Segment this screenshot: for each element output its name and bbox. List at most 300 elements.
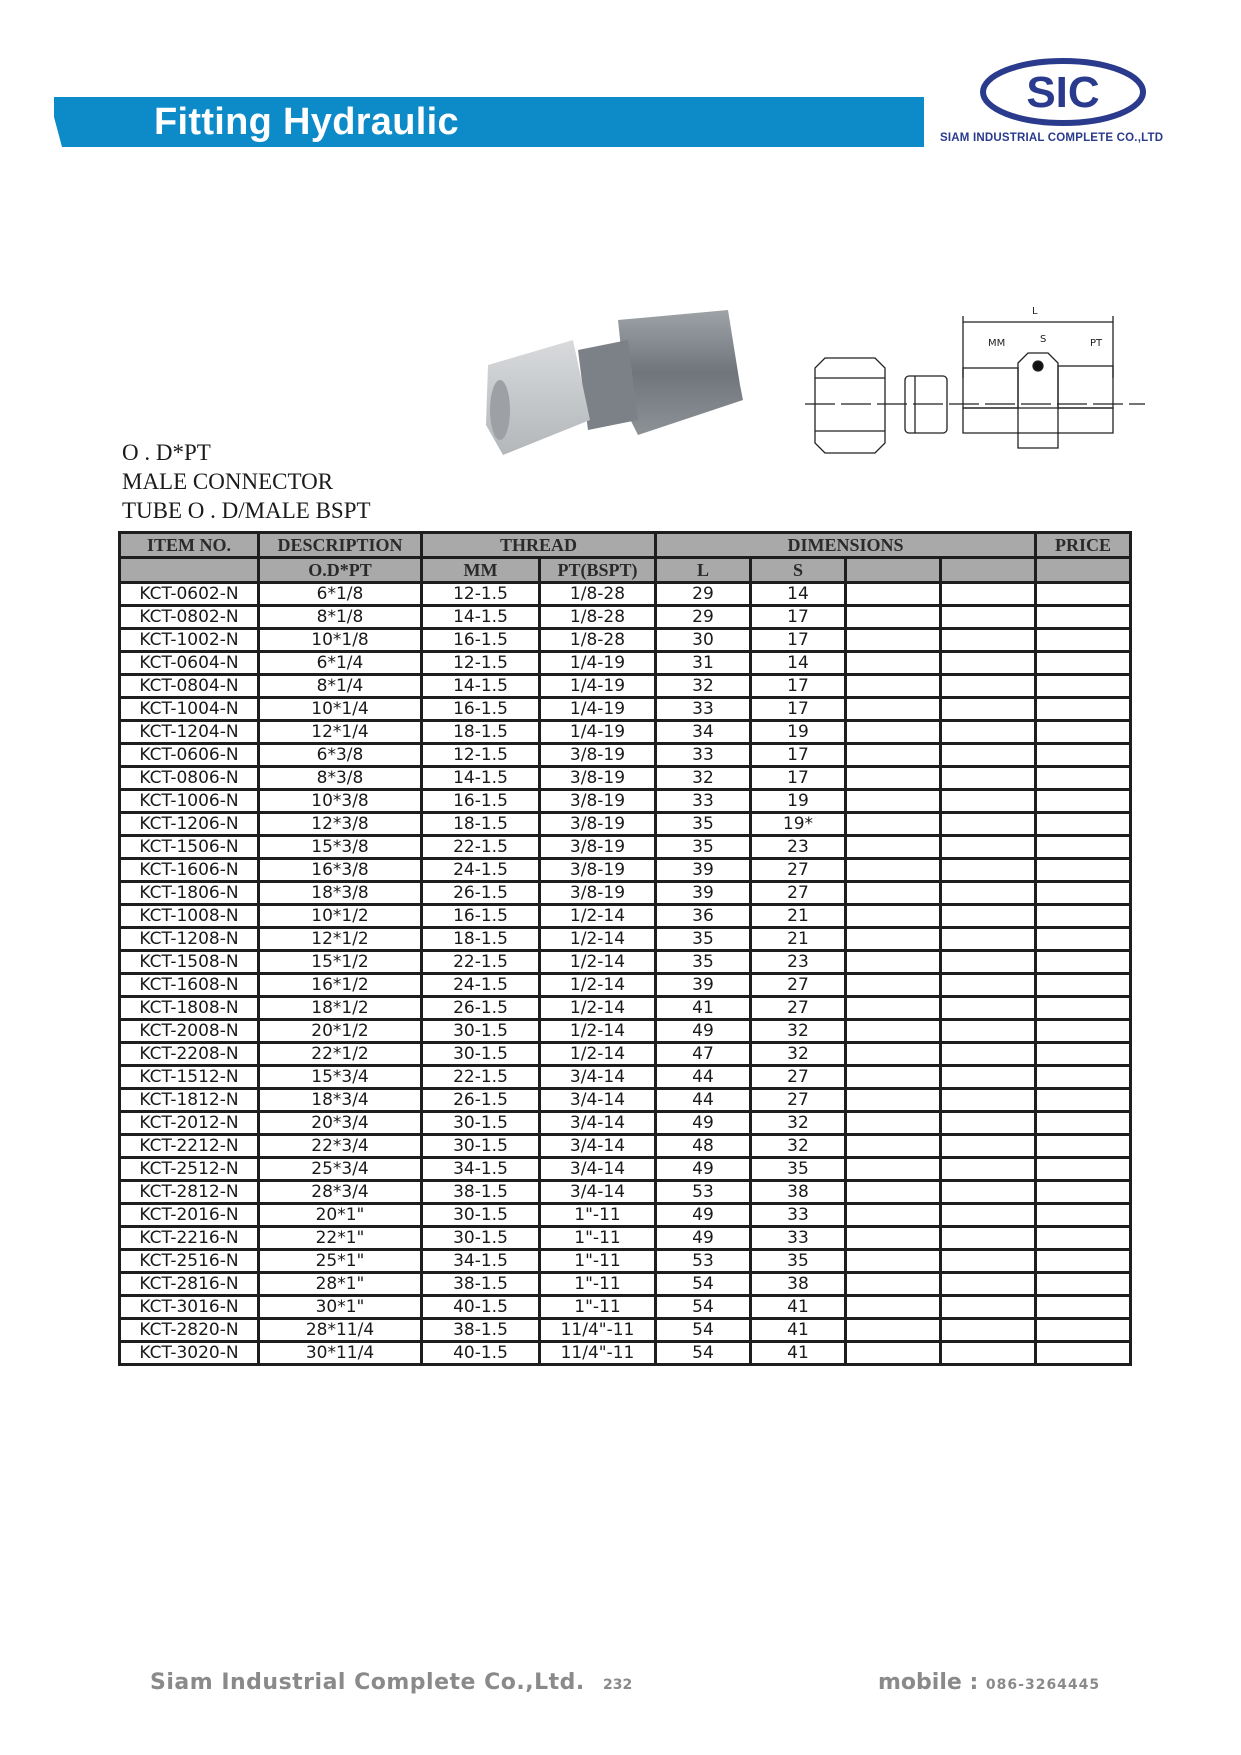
cell-dim-4: [941, 974, 1036, 997]
cell-thread-mm: 22-1.5: [422, 836, 540, 859]
cell-dim-s: 32: [751, 1135, 846, 1158]
cell-thread-mm: 40-1.5: [422, 1342, 540, 1365]
cell-thread-pt: 1/8-28: [540, 606, 656, 629]
cell-dim-3: [846, 836, 941, 859]
cell-dim-s: 17: [751, 675, 846, 698]
cell-thread-pt: 1/4-19: [540, 652, 656, 675]
cell-dim-4: [941, 1204, 1036, 1227]
cell-thread-pt: 3/4-14: [540, 1181, 656, 1204]
cell-thread-mm: 30-1.5: [422, 1204, 540, 1227]
cell-price: [1036, 1319, 1131, 1342]
cell-od-pt: 12*1/4: [259, 721, 422, 744]
cell-price: [1036, 629, 1131, 652]
cell-dim-l: 32: [656, 675, 751, 698]
subheader-s: S: [751, 558, 846, 583]
technical-drawing: [800, 298, 1160, 458]
cell-thread-pt: 3/4-14: [540, 1112, 656, 1135]
cell-dim-s: 27: [751, 859, 846, 882]
cell-item-no: KCT-0604-N: [120, 652, 259, 675]
label-s: S: [1040, 334, 1047, 345]
cell-dim-3: [846, 974, 941, 997]
label-l: L: [1032, 306, 1038, 317]
cell-dim-l: 49: [656, 1158, 751, 1181]
cell-thread-mm: 18-1.5: [422, 721, 540, 744]
cell-dim-4: [941, 744, 1036, 767]
cell-thread-pt: 1/2-14: [540, 951, 656, 974]
cell-thread-mm: 18-1.5: [422, 813, 540, 836]
cell-dim-l: 54: [656, 1296, 751, 1319]
cell-dim-3: [846, 1158, 941, 1181]
cell-price: [1036, 997, 1131, 1020]
cell-dim-s: 17: [751, 767, 846, 790]
cell-od-pt: 8*3/8: [259, 767, 422, 790]
cell-thread-pt: 3/8-19: [540, 790, 656, 813]
cell-price: [1036, 836, 1131, 859]
cell-dim-s: 32: [751, 1043, 846, 1066]
cell-thread-mm: 16-1.5: [422, 629, 540, 652]
cell-od-pt: 10*3/8: [259, 790, 422, 813]
cell-thread-pt: 1"-11: [540, 1227, 656, 1250]
cell-dim-l: 35: [656, 951, 751, 974]
cell-dim-l: 48: [656, 1135, 751, 1158]
cell-dim-s: 35: [751, 1250, 846, 1273]
cell-thread-pt: 1/8-28: [540, 583, 656, 606]
cell-dim-l: 33: [656, 790, 751, 813]
table-row: [120, 698, 1131, 721]
cell-od-pt: 22*1/2: [259, 1043, 422, 1066]
nut-outline: [815, 358, 885, 453]
cell-dim-3: [846, 767, 941, 790]
cell-price: [1036, 744, 1131, 767]
cell-item-no: KCT-1508-N: [120, 951, 259, 974]
cell-dim-4: [941, 606, 1036, 629]
label-mm: MM: [988, 338, 1006, 349]
cell-item-no: KCT-2016-N: [120, 1204, 259, 1227]
header-item-no: ITEM NO.: [120, 533, 259, 558]
subheader-price: [1036, 558, 1131, 583]
cell-od-pt: 6*3/8: [259, 744, 422, 767]
cell-dim-4: [941, 675, 1036, 698]
cell-item-no: KCT-1608-N: [120, 974, 259, 997]
product-title-line: TUBE O . D/MALE BSPT: [122, 498, 371, 523]
cell-item-no: KCT-1208-N: [120, 928, 259, 951]
cell-dim-3: [846, 675, 941, 698]
product-titles: [122, 438, 371, 525]
cell-price: [1036, 1342, 1131, 1365]
cell-price: [1036, 1227, 1131, 1250]
cell-price: [1036, 767, 1131, 790]
cell-thread-mm: 22-1.5: [422, 951, 540, 974]
cell-od-pt: 6*1/8: [259, 583, 422, 606]
table-row: [120, 859, 1131, 882]
cell-od-pt: 10*1/4: [259, 698, 422, 721]
cell-dim-s: 14: [751, 652, 846, 675]
cell-thread-pt: 3/8-19: [540, 836, 656, 859]
cell-dim-4: [941, 698, 1036, 721]
cell-dim-3: [846, 1043, 941, 1066]
cell-price: [1036, 675, 1131, 698]
cell-price: [1036, 1066, 1131, 1089]
header-row-sub: [120, 558, 1131, 583]
cell-od-pt: 28*3/4: [259, 1181, 422, 1204]
cell-dim-s: 33: [751, 1204, 846, 1227]
cell-thread-pt: 3/8-19: [540, 859, 656, 882]
footer-mobile: [878, 1670, 1100, 1695]
cell-item-no: KCT-1006-N: [120, 790, 259, 813]
table-row: [120, 1250, 1131, 1273]
subheader-item-no: [120, 558, 259, 583]
cell-dim-3: [846, 1250, 941, 1273]
cell-price: [1036, 951, 1131, 974]
cell-dim-s: 33: [751, 1227, 846, 1250]
cell-dim-4: [941, 905, 1036, 928]
cell-dim-s: 32: [751, 1112, 846, 1135]
cell-dim-3: [846, 606, 941, 629]
cell-od-pt: 15*3/8: [259, 836, 422, 859]
cell-dim-s: 27: [751, 997, 846, 1020]
cell-price: [1036, 1089, 1131, 1112]
cell-dim-s: 19: [751, 790, 846, 813]
cell-thread-mm: 38-1.5: [422, 1273, 540, 1296]
spec-table: [118, 531, 1132, 1366]
sic-logo: [978, 57, 1148, 127]
cell-thread-pt: 1/4-19: [540, 675, 656, 698]
cell-item-no: KCT-1002-N: [120, 629, 259, 652]
cell-dim-l: 29: [656, 583, 751, 606]
cell-price: [1036, 721, 1131, 744]
cell-thread-mm: 26-1.5: [422, 1089, 540, 1112]
table-row: [120, 1181, 1131, 1204]
table-row: [120, 905, 1131, 928]
cell-item-no: KCT-1206-N: [120, 813, 259, 836]
cell-price: [1036, 583, 1131, 606]
cell-price: [1036, 698, 1131, 721]
table-row: [120, 928, 1131, 951]
cell-dim-s: 35: [751, 1158, 846, 1181]
product-title-line: MALE CONNECTOR: [122, 469, 334, 494]
cell-thread-mm: 30-1.5: [422, 1135, 540, 1158]
cell-dim-3: [846, 1227, 941, 1250]
cell-thread-mm: 34-1.5: [422, 1250, 540, 1273]
cell-dim-l: 41: [656, 997, 751, 1020]
cell-dim-l: 54: [656, 1342, 751, 1365]
cell-dim-3: [846, 1089, 941, 1112]
cell-thread-mm: 24-1.5: [422, 859, 540, 882]
table-row: [120, 583, 1131, 606]
cell-thread-pt: 1"-11: [540, 1273, 656, 1296]
table-row: [120, 974, 1131, 997]
cell-thread-mm: 40-1.5: [422, 1296, 540, 1319]
footer-company: Siam Industrial Complete Co.,Ltd.: [150, 1670, 585, 1695]
cell-thread-mm: 34-1.5: [422, 1158, 540, 1181]
cell-thread-mm: 22-1.5: [422, 1066, 540, 1089]
logo-text: SIC: [1026, 68, 1100, 117]
cell-item-no: KCT-1204-N: [120, 721, 259, 744]
cell-dim-4: [941, 1066, 1036, 1089]
cell-thread-pt: 11/4"-11: [540, 1319, 656, 1342]
cell-thread-pt: 1"-11: [540, 1250, 656, 1273]
cell-dim-l: 49: [656, 1020, 751, 1043]
cell-dim-4: [941, 1112, 1036, 1135]
label-pt: PT: [1090, 338, 1103, 349]
cell-thread-mm: 12-1.5: [422, 744, 540, 767]
cell-price: [1036, 1112, 1131, 1135]
cell-price: [1036, 1158, 1131, 1181]
cell-od-pt: 25*1": [259, 1250, 422, 1273]
cell-dim-s: 19: [751, 721, 846, 744]
cell-item-no: KCT-2816-N: [120, 1273, 259, 1296]
cell-dim-4: [941, 813, 1036, 836]
table-row: [120, 629, 1131, 652]
cell-thread-mm: 14-1.5: [422, 606, 540, 629]
table-row: [120, 1227, 1131, 1250]
cell-dim-3: [846, 721, 941, 744]
cell-dim-l: 49: [656, 1204, 751, 1227]
cell-dim-s: 17: [751, 744, 846, 767]
table-row: [120, 1089, 1131, 1112]
cell-od-pt: 8*1/4: [259, 675, 422, 698]
cell-thread-mm: 38-1.5: [422, 1181, 540, 1204]
cell-od-pt: 28*11/4: [259, 1319, 422, 1342]
cell-item-no: KCT-2212-N: [120, 1135, 259, 1158]
cell-dim-l: 35: [656, 813, 751, 836]
cell-dim-3: [846, 928, 941, 951]
cell-dim-l: 39: [656, 882, 751, 905]
header-dimensions: DIMENSIONS: [656, 533, 1036, 558]
cell-item-no: KCT-3016-N: [120, 1296, 259, 1319]
cell-price: [1036, 1204, 1131, 1227]
cell-item-no: KCT-2516-N: [120, 1250, 259, 1273]
cell-dim-s: 27: [751, 1066, 846, 1089]
cell-price: [1036, 1043, 1131, 1066]
cell-dim-4: [941, 1296, 1036, 1319]
table-row: [120, 1066, 1131, 1089]
cell-item-no: KCT-2512-N: [120, 1158, 259, 1181]
cell-thread-mm: 30-1.5: [422, 1112, 540, 1135]
cell-price: [1036, 1296, 1131, 1319]
mm-thread: [963, 368, 1018, 408]
cell-dim-4: [941, 721, 1036, 744]
cell-dim-s: 21: [751, 928, 846, 951]
table-row: [120, 675, 1131, 698]
cell-item-no: KCT-1808-N: [120, 997, 259, 1020]
cell-thread-pt: 3/4-14: [540, 1089, 656, 1112]
cell-price: [1036, 905, 1131, 928]
cell-dim-4: [941, 767, 1036, 790]
cell-dim-s: 23: [751, 951, 846, 974]
cell-thread-pt: 1/8-28: [540, 629, 656, 652]
cell-od-pt: 6*1/4: [259, 652, 422, 675]
header-description: DESCRIPTION: [259, 533, 422, 558]
cell-thread-mm: 14-1.5: [422, 767, 540, 790]
product-photo: [478, 305, 748, 465]
cell-dim-4: [941, 997, 1036, 1020]
cell-dim-l: 34: [656, 721, 751, 744]
cell-dim-4: [941, 1319, 1036, 1342]
header-row-groups: [120, 533, 1131, 558]
cell-od-pt: 25*3/4: [259, 1158, 422, 1181]
cell-item-no: KCT-2812-N: [120, 1181, 259, 1204]
cell-dim-s: 32: [751, 1020, 846, 1043]
cell-dim-3: [846, 813, 941, 836]
cell-dim-3: [846, 698, 941, 721]
cell-dim-3: [846, 1273, 941, 1296]
table-row: [120, 1043, 1131, 1066]
cell-price: [1036, 974, 1131, 997]
cell-thread-mm: 26-1.5: [422, 882, 540, 905]
company-tagline: SIAM INDUSTRIAL COMPLETE CO.,LTD: [940, 132, 1164, 144]
cell-dim-3: [846, 790, 941, 813]
cell-price: [1036, 1020, 1131, 1043]
cell-thread-mm: 30-1.5: [422, 1227, 540, 1250]
cell-dim-s: 41: [751, 1342, 846, 1365]
cell-thread-pt: 1/2-14: [540, 997, 656, 1020]
cell-price: [1036, 790, 1131, 813]
cell-od-pt: 10*1/2: [259, 905, 422, 928]
table-row: [120, 813, 1131, 836]
cell-dim-4: [941, 1181, 1036, 1204]
cell-dim-4: [941, 583, 1036, 606]
table-row: [120, 1158, 1131, 1181]
cell-price: [1036, 882, 1131, 905]
cell-thread-pt: 1/2-14: [540, 974, 656, 997]
table-row: [120, 836, 1131, 859]
cell-thread-mm: 30-1.5: [422, 1043, 540, 1066]
cell-od-pt: 20*1/2: [259, 1020, 422, 1043]
cell-price: [1036, 1135, 1131, 1158]
table-row: [120, 1319, 1131, 1342]
cell-dim-l: 30: [656, 629, 751, 652]
cell-dim-4: [941, 1020, 1036, 1043]
cell-od-pt: 18*1/2: [259, 997, 422, 1020]
cell-dim-s: 27: [751, 974, 846, 997]
cell-dim-l: 39: [656, 859, 751, 882]
cell-od-pt: 15*3/4: [259, 1066, 422, 1089]
table-row: [120, 1273, 1131, 1296]
cell-dim-l: 53: [656, 1181, 751, 1204]
cell-od-pt: 10*1/8: [259, 629, 422, 652]
table-row: [120, 606, 1131, 629]
cell-dim-4: [941, 1273, 1036, 1296]
cell-dim-l: 39: [656, 974, 751, 997]
cell-dim-3: [846, 1066, 941, 1089]
cell-price: [1036, 1181, 1131, 1204]
cell-thread-mm: 18-1.5: [422, 928, 540, 951]
cell-thread-mm: 12-1.5: [422, 583, 540, 606]
cell-price: [1036, 813, 1131, 836]
table-row: [120, 882, 1131, 905]
table-row: [120, 997, 1131, 1020]
table-row: [120, 744, 1131, 767]
cell-thread-pt: 3/8-19: [540, 882, 656, 905]
cell-thread-pt: 1/4-19: [540, 698, 656, 721]
cell-thread-mm: 30-1.5: [422, 1020, 540, 1043]
cell-dim-3: [846, 1204, 941, 1227]
cell-dim-3: [846, 744, 941, 767]
cell-thread-pt: 3/8-19: [540, 767, 656, 790]
cell-item-no: KCT-0806-N: [120, 767, 259, 790]
cell-od-pt: 12*3/8: [259, 813, 422, 836]
table-row: [120, 1020, 1131, 1043]
table-row: [120, 1342, 1131, 1365]
cell-dim-4: [941, 790, 1036, 813]
cell-dim-3: [846, 882, 941, 905]
product-title-line: O . D*PT: [122, 440, 211, 465]
cell-thread-pt: 3/4-14: [540, 1066, 656, 1089]
cell-dim-3: [846, 629, 941, 652]
cell-dim-s: 23: [751, 836, 846, 859]
cell-dim-4: [941, 928, 1036, 951]
cell-thread-pt: 3/8-19: [540, 813, 656, 836]
cell-dim-4: [941, 1135, 1036, 1158]
cell-item-no: KCT-1812-N: [120, 1089, 259, 1112]
pt-thread: [1058, 366, 1113, 408]
cell-dim-l: 44: [656, 1066, 751, 1089]
cell-od-pt: 15*1/2: [259, 951, 422, 974]
cell-dim-s: 21: [751, 905, 846, 928]
cell-dim-l: 35: [656, 928, 751, 951]
cell-thread-pt: 3/4-14: [540, 1135, 656, 1158]
table-row: [120, 767, 1131, 790]
cell-dim-l: 44: [656, 1089, 751, 1112]
cell-thread-mm: 24-1.5: [422, 974, 540, 997]
cell-dim-4: [941, 836, 1036, 859]
cell-dim-s: 38: [751, 1181, 846, 1204]
cell-item-no: KCT-1512-N: [120, 1066, 259, 1089]
cell-item-no: KCT-2208-N: [120, 1043, 259, 1066]
cell-dim-s: 27: [751, 882, 846, 905]
cell-dim-3: [846, 1135, 941, 1158]
cell-od-pt: 30*11/4: [259, 1342, 422, 1365]
cell-price: [1036, 1250, 1131, 1273]
cell-dim-s: 19*: [751, 813, 846, 836]
cell-item-no: KCT-0602-N: [120, 583, 259, 606]
table-row: [120, 652, 1131, 675]
cell-dim-4: [941, 1089, 1036, 1112]
cell-dim-l: 47: [656, 1043, 751, 1066]
cell-dim-l: 53: [656, 1250, 751, 1273]
cell-thread-pt: 11/4"-11: [540, 1342, 656, 1365]
cell-dim-4: [941, 882, 1036, 905]
cell-od-pt: 12*1/2: [259, 928, 422, 951]
cell-item-no: KCT-2216-N: [120, 1227, 259, 1250]
cell-dim-l: 49: [656, 1112, 751, 1135]
table-row: [120, 951, 1131, 974]
cell-dim-l: 36: [656, 905, 751, 928]
cell-od-pt: 28*1": [259, 1273, 422, 1296]
cell-thread-pt: 1"-11: [540, 1204, 656, 1227]
cell-thread-mm: 16-1.5: [422, 790, 540, 813]
cell-dim-3: [846, 1112, 941, 1135]
cell-item-no: KCT-0802-N: [120, 606, 259, 629]
nut-bore: [490, 380, 510, 440]
cell-dim-4: [941, 1342, 1036, 1365]
subheader-od-pt: O.D*PT: [259, 558, 422, 583]
cell-dim-3: [846, 1342, 941, 1365]
cell-item-no: KCT-1506-N: [120, 836, 259, 859]
cell-dim-4: [941, 652, 1036, 675]
subheader-dim4: [941, 558, 1036, 583]
cell-dim-4: [941, 1158, 1036, 1181]
cell-dim-l: 54: [656, 1273, 751, 1296]
cell-item-no: KCT-0606-N: [120, 744, 259, 767]
cell-dim-3: [846, 583, 941, 606]
cell-price: [1036, 928, 1131, 951]
cell-dim-l: 33: [656, 744, 751, 767]
subheader-pt-bspt: PT(BSPT): [540, 558, 656, 583]
cell-price: [1036, 1273, 1131, 1296]
cell-dim-4: [941, 951, 1036, 974]
